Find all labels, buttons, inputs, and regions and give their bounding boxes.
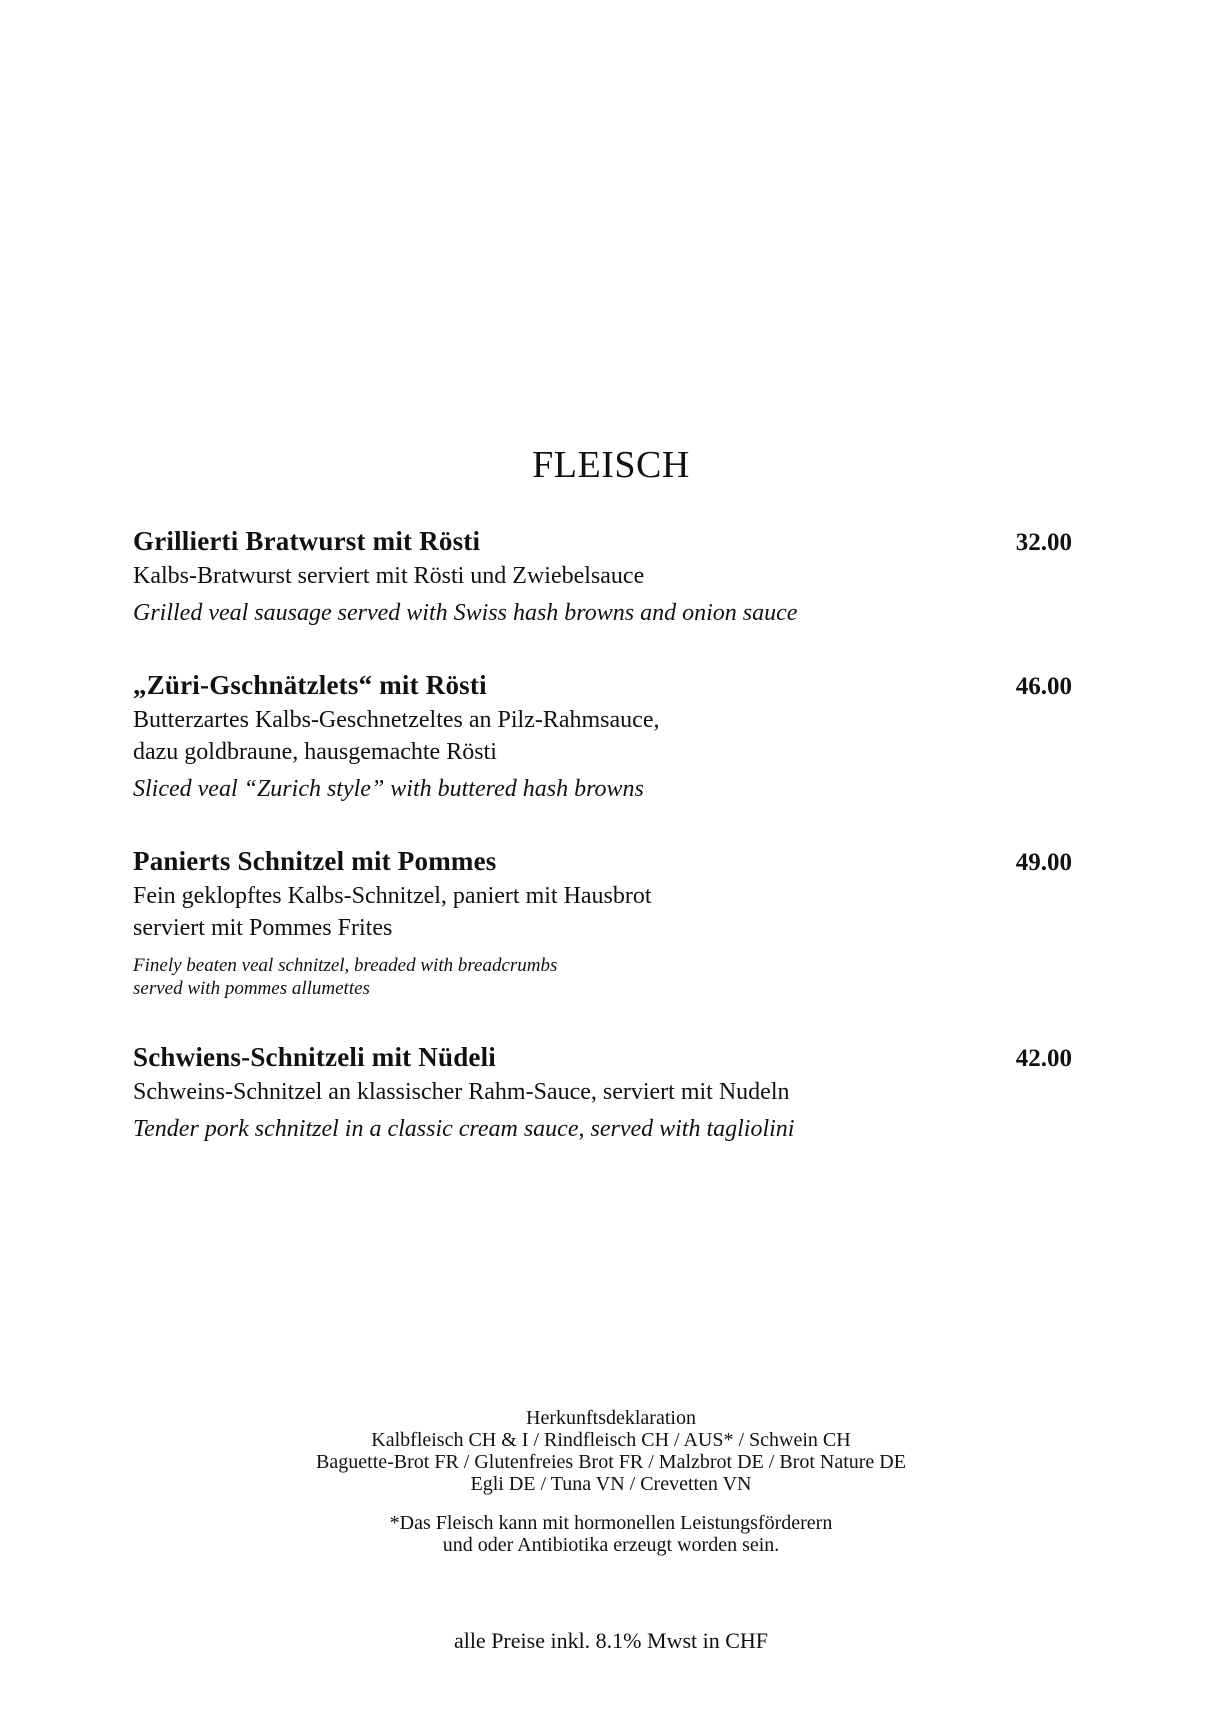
item-head [133,844,1072,880]
item-head [133,1040,1072,1076]
item-description-german: Schweins-Schnitzel an klassischer Rahm-Sauce, serviert mit Nudeln [133,1079,790,1105]
item-name: „Züri-Gschnätzlets“ mit Rösti [133,670,487,700]
menu-items-list [133,524,1072,1184]
item-name: Panierts Schnitzel mit Pommes [133,846,497,876]
origin-line-fish: Egli DE / Tuna VN / Crevetten VN [470,1473,752,1495]
item-description-english: Finely beaten veal schnitzel, breaded with breadcrumbs [133,955,558,976]
item-name: Schwiens-Schnitzeli mit Nüdeli [133,1042,497,1072]
item-price: 32.00 [1015,529,1072,556]
hormone-note-line-1: *Das Fleisch kann mit hormonellen Leistungsförderern [389,1512,833,1534]
item-description-english: Tender pork schnitzel in a classic cream sauce, served with tagliolini [133,1116,795,1142]
section-title: FLEISCH [532,444,690,486]
item-description-german: Butterzartes Kalbs-Geschnetzeltes an Pilz-Rahmsauce, [133,707,660,733]
menu-item-zueri-gschnaetzlets [133,668,1072,804]
origin-line-bread: Baguette-Brot FR / Glutenfreies Brot FR / Malzbrot DE / Brot Nature DE [316,1451,906,1473]
item-name: Grillierti Bratwurst mit Rösti [133,526,481,556]
item-description-german: serviert mit Pommes Frites [133,915,393,941]
item-description-german: dazu goldbraune, hausgemachte Rösti [133,739,497,765]
menu-item-grillierti-bratwurst [133,524,1072,628]
vat-note: alle Preise inkl. 8.1% Mwst in CHF [453,1628,769,1653]
item-price: 42.00 [1015,1045,1072,1072]
origin-declaration [0,1407,1222,1556]
origin-line-meat: Kalbfleisch CH & I / Rindfleisch CH / AUS* / Schwein CH [371,1429,851,1451]
item-price: 49.00 [1015,849,1072,876]
origin-declaration-title: Herkunftsdeklaration [526,1407,696,1429]
hormone-note-line-2: und oder Antibiotika erzeugt worden sein. [442,1534,780,1556]
item-description-english: Sliced veal “Zurich style” with buttered hash browns [133,776,644,802]
item-description-german: Kalbs-Bratwurst serviert mit Rösti und Zwiebelsauce [133,563,645,589]
item-description-german: Fein geklopftes Kalbs-Schnitzel, paniert mit Hausbrot [133,883,652,909]
item-head [133,668,1072,704]
menu-item-panierts-schnitzel [133,844,1072,1000]
item-head [133,524,1072,560]
menu-item-schwiens-schnitzeli [133,1040,1072,1144]
item-description-english: Grilled veal sausage served with Swiss hash browns and onion sauce [133,600,798,626]
item-description-english: served with pommes allumettes [133,978,370,999]
item-price: 46.00 [1015,673,1072,700]
